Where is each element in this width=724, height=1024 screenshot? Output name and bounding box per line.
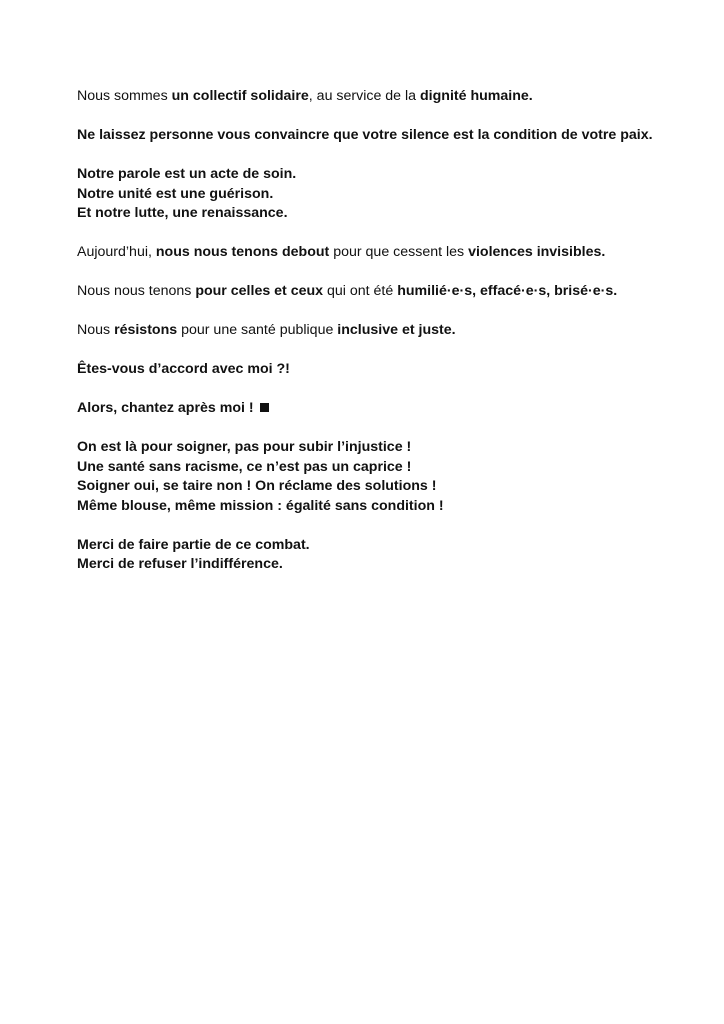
debout-text-1: Aujourd’hui, xyxy=(77,244,156,260)
parole-line-2: Notre unité est une guérison. xyxy=(77,185,274,202)
resistons-text-1: Nous xyxy=(77,322,115,338)
celles-text-2: qui ont été xyxy=(323,283,398,299)
merci-line-1: Merci de faire partie de ce combat. xyxy=(77,536,310,553)
intro-text-2: , au service de la xyxy=(308,88,420,104)
parole-line-1: Notre parole est un acte de soin. xyxy=(77,166,297,182)
paragraph-celles-ceux xyxy=(77,282,657,302)
debout-text-2: pour que cessent les xyxy=(329,244,469,260)
paragraph-parole xyxy=(77,165,657,224)
celles-bold-1: pour celles et ceux xyxy=(195,283,324,299)
debout-bold-2: violences invisibles. xyxy=(468,244,606,260)
chant-line-3: Soigner oui, se taire non ! On réclame des solutions ! xyxy=(77,478,437,494)
resistons-bold-2: inclusive et juste. xyxy=(337,322,456,338)
paragraph-debout xyxy=(77,243,657,263)
resistons-bold-1: résistons xyxy=(114,322,178,338)
document-body xyxy=(77,87,657,594)
intro-text-1: Nous sommes xyxy=(77,88,172,104)
resistons-text-2: pour une santé publique xyxy=(177,322,338,338)
celles-text-1: Nous nous tenons xyxy=(77,283,196,299)
parole-line-3: Et notre lutte, une renaissance. xyxy=(77,205,288,221)
paragraph-accord xyxy=(77,360,657,380)
merci-line-2: Merci de refuser l’indifférence. xyxy=(77,556,283,572)
intro-bold-dignite: dignité humaine. xyxy=(420,88,533,104)
paragraph-silence xyxy=(77,126,657,146)
paragraph-intro xyxy=(77,87,657,107)
chant-line-4: Même blouse, même mission : égalité sans condition ! xyxy=(77,497,444,514)
chant-line-2: Une santé sans racisme, ce n’est pas un caprice ! xyxy=(77,458,412,475)
celles-bold-2: humilié·e·s, effacé·e·s, brisé·e·s. xyxy=(397,283,618,299)
debout-bold-1: nous nous tenons debout xyxy=(155,244,330,260)
black-square-icon xyxy=(260,403,269,412)
accord-text: Êtes-vous d’accord avec moi ?! xyxy=(77,361,290,377)
paragraph-chant xyxy=(77,438,657,516)
intro-bold-collectif: un collectif solidaire xyxy=(171,88,309,104)
paragraph-resistons xyxy=(77,321,657,341)
chant-line-1: On est là pour soigner, pas pour subir l’injustice ! xyxy=(77,439,412,455)
silence-text: Ne laissez personne vous convaincre que votre silence est la condition de votre paix. xyxy=(77,127,653,143)
paragraph-merci xyxy=(77,536,657,575)
chantez-text: Alors, chantez après moi ! xyxy=(77,400,254,416)
paragraph-chantez xyxy=(77,399,657,419)
